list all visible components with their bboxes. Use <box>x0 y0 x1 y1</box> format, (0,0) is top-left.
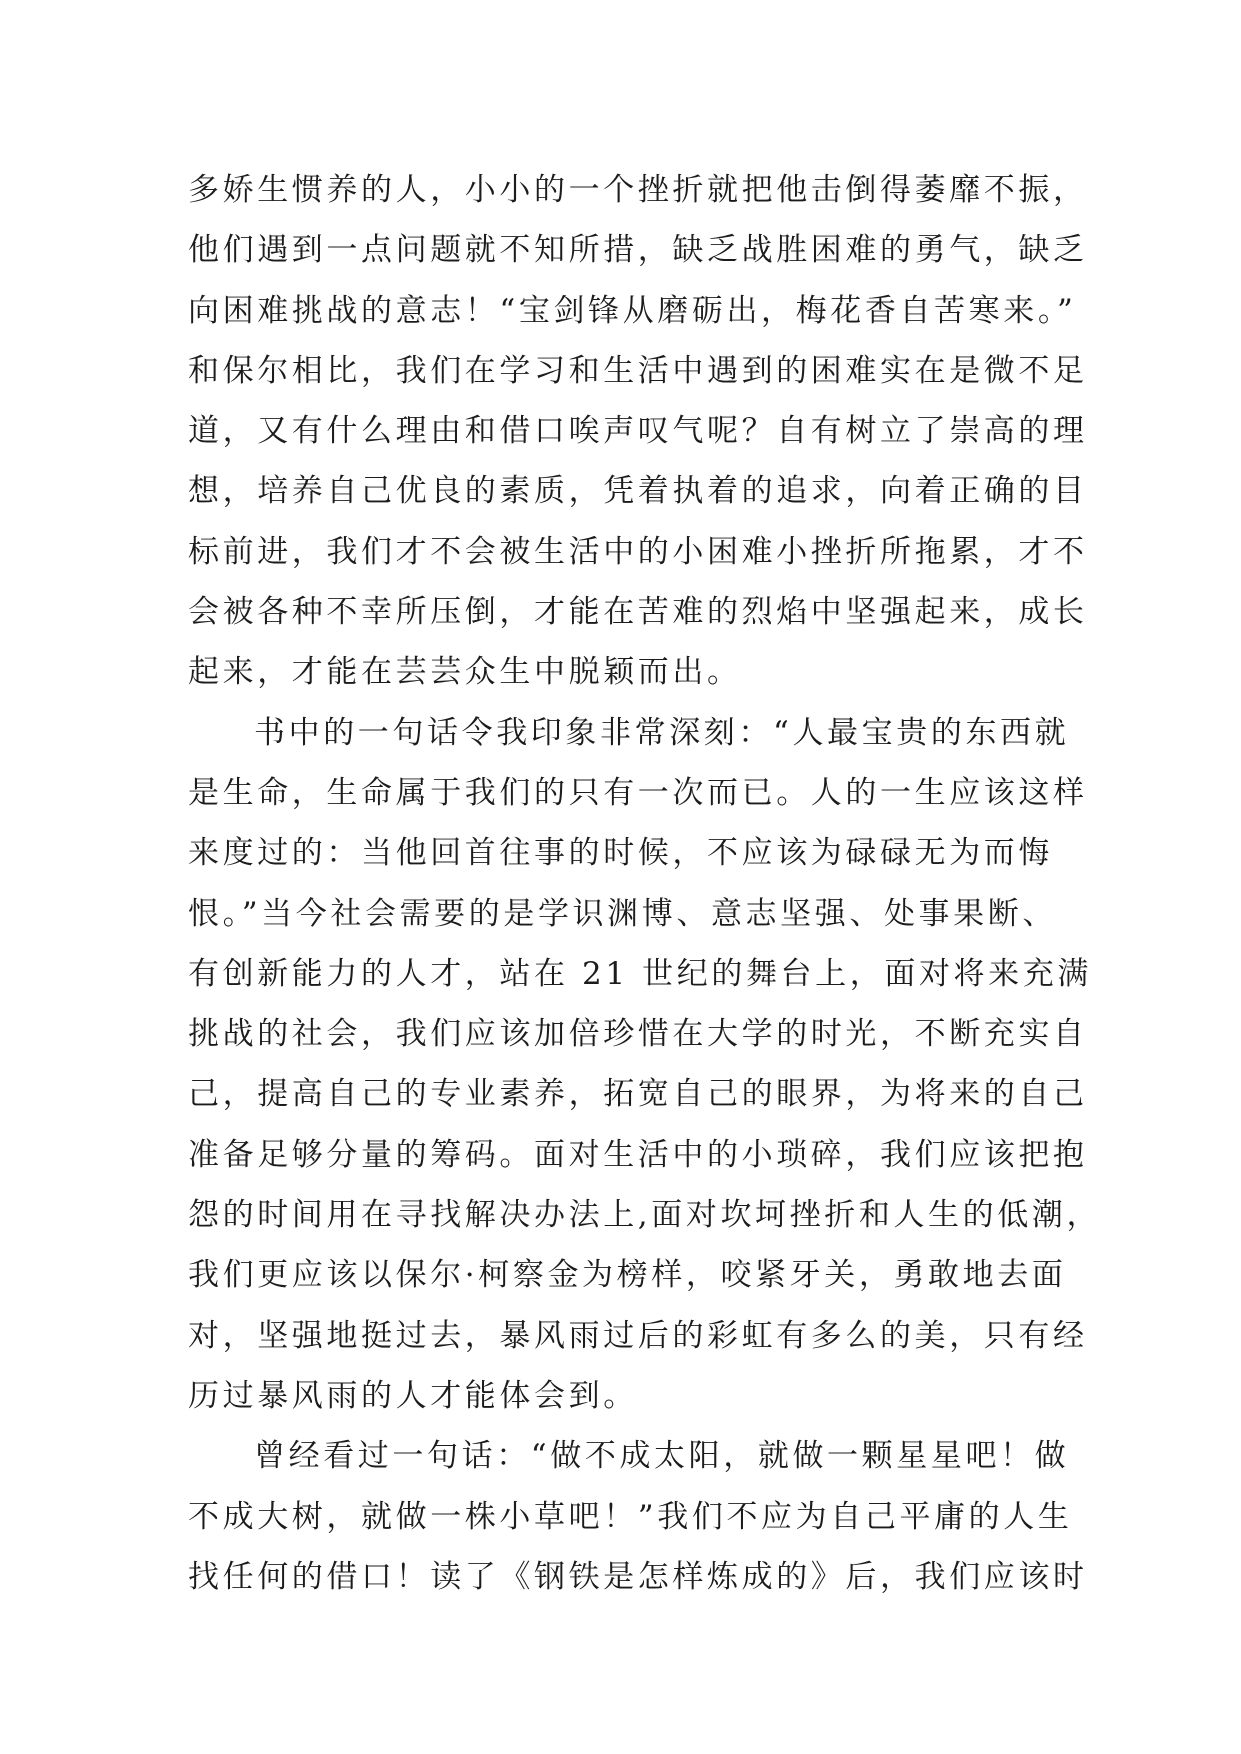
text-line: 找任何的借口！读了《钢铁是怎样炼成的》后，我们应该时 <box>188 1558 1088 1595</box>
text-line: 会被各种不幸所压倒，才能在苦难的烈焰中坚强起来，成长 <box>188 594 1088 631</box>
text-line: 有创新能力的人才，站在 21 世纪的舞台上，面对将来充满 <box>188 955 1092 992</box>
text-line: 想，培养自己优良的素质，凭着执着的追求，向着正确的目 <box>188 473 1088 510</box>
text-line: 己，提高自己的专业素养，拓宽自己的眼界，为将来的自己 <box>188 1076 1088 1113</box>
text-line: 来度过的：当他回首往事的时候，不应该为碌碌无为而悔 <box>188 835 1053 872</box>
text-line: 起来，才能在芸芸众生中脱颖而出。 <box>188 654 742 691</box>
text-line: 向困难挑战的意志！“宝剑锋从磨砺出，梅花香自苦寒来。” <box>188 292 1077 329</box>
text-line: 我们更应该以保尔·柯察金为榜样，咬紧牙关，勇敢地去面 <box>188 1257 1067 1294</box>
text-line: 道，又有什么理由和借口唉声叹气呢？自有树立了崇高的理 <box>188 413 1088 450</box>
text-line: 怨的时间用在寻找解决办法上,面对坎坷挫折和人生的低潮， <box>188 1197 1102 1234</box>
text-line: 历过暴风雨的人才能体会到。 <box>188 1377 638 1414</box>
text-line: 标前进，我们才不会被生活中的小困难小挫折所拖累，才不 <box>188 533 1088 570</box>
document-body <box>188 160 1102 1607</box>
text-line: 不成大树，就做一株小草吧！”我们不应为自己平庸的人生 <box>188 1498 1073 1535</box>
text-line: 挑战的社会，我们应该加倍珍惜在大学的时光，不断充实自 <box>188 1016 1088 1053</box>
text-line: 对，坚强地挺过去，暴风雨过后的彩虹有多么的美，只有经 <box>188 1317 1088 1354</box>
text-line: 是生命，生命属于我们的只有一次而已。人的一生应该这样 <box>188 774 1088 811</box>
text-line: 多娇生惯养的人，小小的一个挫折就把他击倒得萎靡不振， <box>188 172 1088 208</box>
text-line: 恨。”当今社会需要的是学识渊博、意志坚强、处事果断、 <box>188 895 1057 932</box>
paragraph-first-line: 书中的一句话令我印象非常深刻：“人最宝贵的东西就 <box>254 714 1070 751</box>
text-line: 和保尔相比，我们在学习和生活中遇到的困难实在是微不足 <box>188 352 1088 389</box>
paragraph-first-line: 曾经看过一句话：“做不成太阳，就做一颗星星吧！做 <box>254 1438 1070 1475</box>
text-line: 他们遇到一点问题就不知所措，缺乏战胜困难的勇气，缺乏 <box>188 232 1088 269</box>
text-line: 准备足够分量的筹码。面对生活中的小琐碎，我们应该把抱 <box>188 1136 1088 1173</box>
